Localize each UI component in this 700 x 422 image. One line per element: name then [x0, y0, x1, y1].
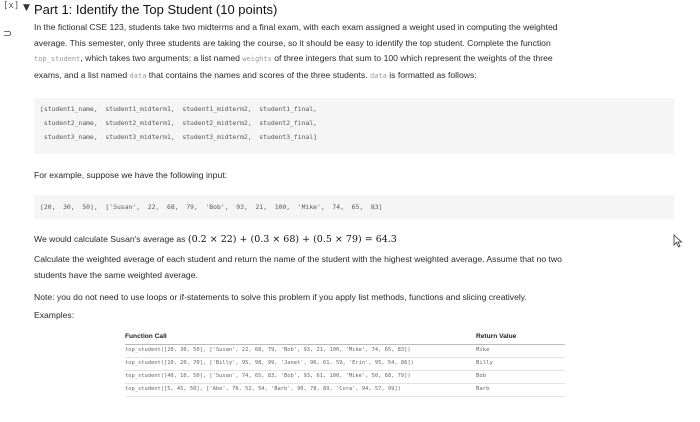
- table-row: [125, 345, 565, 358]
- function-call-cell: top_student([10, 20, 70], ['Billy', 95, 98, 99, 'Janet', 96, 61, 59, 'Erin', 95, 54, 86]): [125, 360, 414, 366]
- intro-text: of three integers that sum to 100 which represent the weights of the three: [274, 53, 553, 63]
- code-line: student2_name, student2_midterm1, student2_midterm2, student2_final,: [40, 119, 318, 127]
- cell-gutter: [0, 0, 22, 422]
- examples-label: Examples:: [34, 310, 75, 320]
- calculation-line: [34, 232, 674, 248]
- table-header: [125, 330, 565, 344]
- intro-text: exams, and a list named: [34, 69, 128, 80]
- section-title: Part 1: Identify the Top Student (10 points): [34, 2, 278, 17]
- code-line: [student1_name, student1_midterm1, student1_midterm2, student1_final,: [40, 105, 318, 113]
- code-line: [20, 30, 50], ['Susan', 22, 68, 79, 'Bob', 93, 21, 100, 'Mike', 74, 65, 83]: [40, 203, 383, 211]
- table-row: [125, 384, 565, 397]
- calc-text: We would calculate Susan's average as: [34, 234, 186, 244]
- column-header-return: Return Value: [476, 333, 517, 340]
- instructions-paragraph: [34, 252, 674, 283]
- intro-line: In the fictional CSE 123, students take two midterms and a final exam, with each exam assigned a weight used in computing the weighted: [34, 22, 558, 32]
- table-row: [125, 358, 565, 371]
- return-value-cell: Barb: [476, 386, 490, 392]
- cell-code-toggle[interactable]: [x]: [3, 1, 20, 11]
- return-value-cell: Billy: [476, 360, 493, 366]
- chevron-down-icon[interactable]: ▼: [23, 3, 30, 13]
- code-line: student3_name, student3_midterm1, student3_midterm2, student3_final]: [40, 133, 318, 141]
- function-call-cell: top_student([20, 30, 50], ['Susan', 22, 68, 79, 'Bob', 93, 21, 100, 'Mike', 74, 65, 83]): [125, 347, 411, 353]
- intro-text: that contains the names and scores of the three students.: [148, 69, 368, 80]
- instruction-line: Calculate the weighted average of each student and return the name of the student with the highest weighted average. Assume that no two: [34, 254, 562, 264]
- inline-code: data: [369, 71, 387, 80]
- inline-code: top_student: [34, 55, 81, 63]
- table-row: [125, 371, 565, 384]
- return-value-cell: Bob: [476, 373, 487, 379]
- function-call-cell: top_student([40, 10, 50], ['Susan', 74, 65, 83, 'Bob', 93, 61, 100, 'Mike', 50, 68, 79]): [125, 373, 411, 379]
- output-icon[interactable]: ⊃: [3, 27, 13, 40]
- function-call-cell: top_student([5, 45, 50], ['Abe', 76, 52, 54, 'Barb', 90, 78, 89, 'Cora', 94, 57, 99]): [125, 386, 401, 392]
- intro-paragraph: [34, 20, 674, 84]
- examples-table: [125, 330, 565, 397]
- calc-formula: (0.2 × 22) + (0.3 × 68) + (0.5 × 79) = 64.3: [187, 234, 397, 245]
- format-code-block: [34, 98, 674, 154]
- example-input-block: [34, 195, 674, 219]
- note-paragraph: Note: you do not need to use loops or if-statements to solve this problem if you apply list methods, functions and slicing creatively.: [34, 292, 527, 302]
- intro-line: [34, 51, 674, 68]
- inline-code: data: [129, 71, 147, 80]
- instruction-line: students have the same weighted average.: [34, 269, 198, 280]
- intro-line: average. This semester, only three students are taking the course, so it should be easy to identify the top student. Complete the function: [34, 37, 551, 48]
- column-header-call: Function Call: [125, 333, 167, 340]
- inline-code: weights: [242, 55, 272, 63]
- example-intro: For example, suppose we have the following input:: [34, 170, 227, 180]
- intro-text: , which takes two arguments: a list named: [80, 53, 240, 63]
- mouse-cursor-icon: [673, 234, 683, 248]
- return-value-cell: Mike: [476, 347, 490, 353]
- intro-line: [34, 68, 674, 85]
- intro-text: is formatted as follows:: [389, 69, 477, 80]
